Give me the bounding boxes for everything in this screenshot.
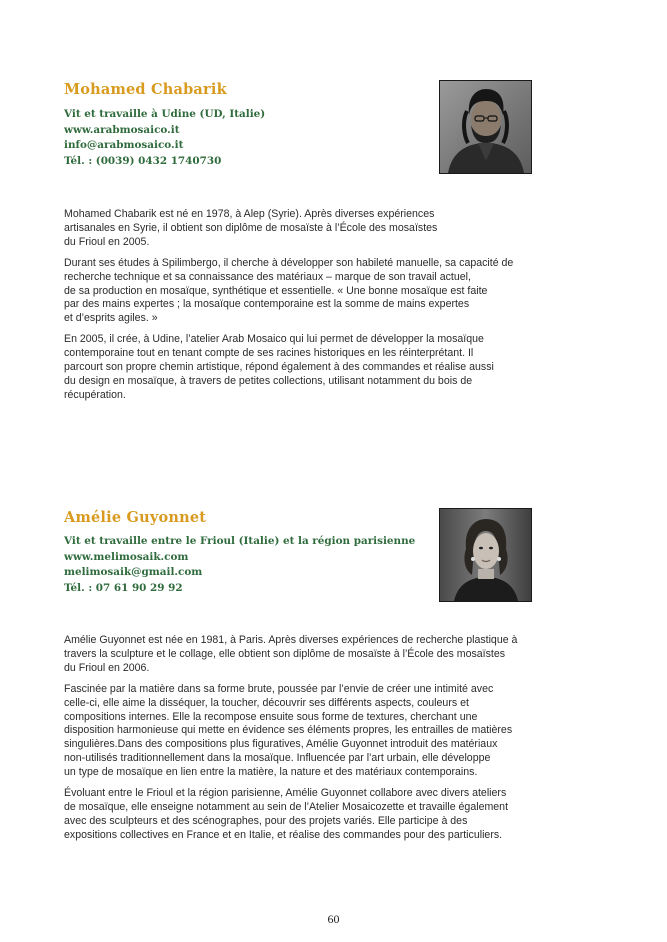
bio-paragraph: Fascinée par la matière dans sa forme brute, poussée par l’envie de créer une intimité avec celle-ci, elle aime la disséquer, la toucher, découvrir ses différents aspects, couleurs et compositions internes. Elle la recompose ensuite sous forme de textures, cherchant une disposition harmonieuse qui mette en évidence ses éléments propres, les entrailles de matières singulières.Dans des compositions plus figuratives, Amélie Guyonnet introduit des matériaux non-utilisés traditionnellement dans la mosaïque. Influencée par l’art urbain, elle développe un type de mosaïque en lien entre la matière, la nature et des matériaux contemporains. bbox=[64, 682, 513, 779]
artist-biography bbox=[64, 634, 534, 850]
artist-name: Amélie Guyonnet bbox=[64, 509, 207, 526]
artist-portrait-photo bbox=[439, 80, 532, 174]
artist-biography bbox=[64, 208, 534, 410]
bio-paragraph: Évoluant entre le Frioul et la région parisienne, Amélie Guyonnet collabore avec divers ateliers de mosaïque, elle enseigne notamment au sein de l’Atelier Mosaicozette et travaille également avec des sculpteurs et des scénographes, pour des projets variés. Elle participe à des expositions collectives en France et en Italie, et réalise des commandes pour des particuliers. bbox=[64, 787, 509, 841]
contact-email[interactable]: info@arabmosaico.it bbox=[64, 139, 184, 151]
bio-paragraph: Amélie Guyonnet est née en 1981, à Paris. Après diverses expériences de recherche plastique à travers la sculpture et le collage, elle obtient son diplôme de mosaïste à l’École des mosaïstes du Frioul en 2006. bbox=[64, 634, 518, 674]
artist-contact bbox=[64, 534, 415, 596]
contact-website[interactable]: www.melimosaik.com bbox=[64, 550, 189, 563]
bio-paragraph: En 2005, il crée, à Udine, l’atelier Arab Mosaico qui lui permet de développer la mosaïque contemporaine tout en tenant compte de ses racines historiques en les réinterprétant. Il parcourt son propre chemin artistique, répond également à des commandes et réalise aussi du design en mosaïque, à travers de petites collections, utilisant notamment du bois de récupération. bbox=[64, 333, 494, 401]
artist-portrait-photo bbox=[439, 508, 532, 602]
page-number: 60 bbox=[327, 912, 340, 926]
bio-paragraph: Durant ses études à Spilimbergo, il cherche à développer son habileté manuelle, sa capacité de recherche technique et sa connaissance des matériaux – marque de son travail actuel, de sa production en mosaïque, synthétique et essentielle. « Une bonne mosaïque est faite par des mains expertes ; la mosaïque contemporaine est la somme de mains expertes et d’esprits agiles. » bbox=[64, 256, 514, 325]
contact-phone: Tél. : 07 61 90 29 92 bbox=[64, 581, 183, 594]
contact-website[interactable]: www.arabmosaico.it bbox=[64, 123, 180, 136]
contact-phone: Tél. : (0039) 0432 1740730 bbox=[64, 154, 222, 167]
bio-paragraph: Mohamed Chabarik est né en 1978, à Alep (Syrie). Après diverses expériences artisanales en Syrie, il obtient son diplôme de mosaïste à l’École des mosaïstes du Frioul en 2005. bbox=[64, 208, 438, 248]
contact-location: Vit et travaille à Udine (UD, Italie) bbox=[64, 108, 266, 120]
artist-name: Mohamed Chabarik bbox=[64, 81, 227, 98]
artist-contact bbox=[64, 107, 265, 169]
contact-location: Vit et travaille entre le Frioul (Italie) et la région parisienne bbox=[64, 535, 416, 547]
contact-email[interactable]: melimosaik@gmail.com bbox=[64, 566, 203, 578]
